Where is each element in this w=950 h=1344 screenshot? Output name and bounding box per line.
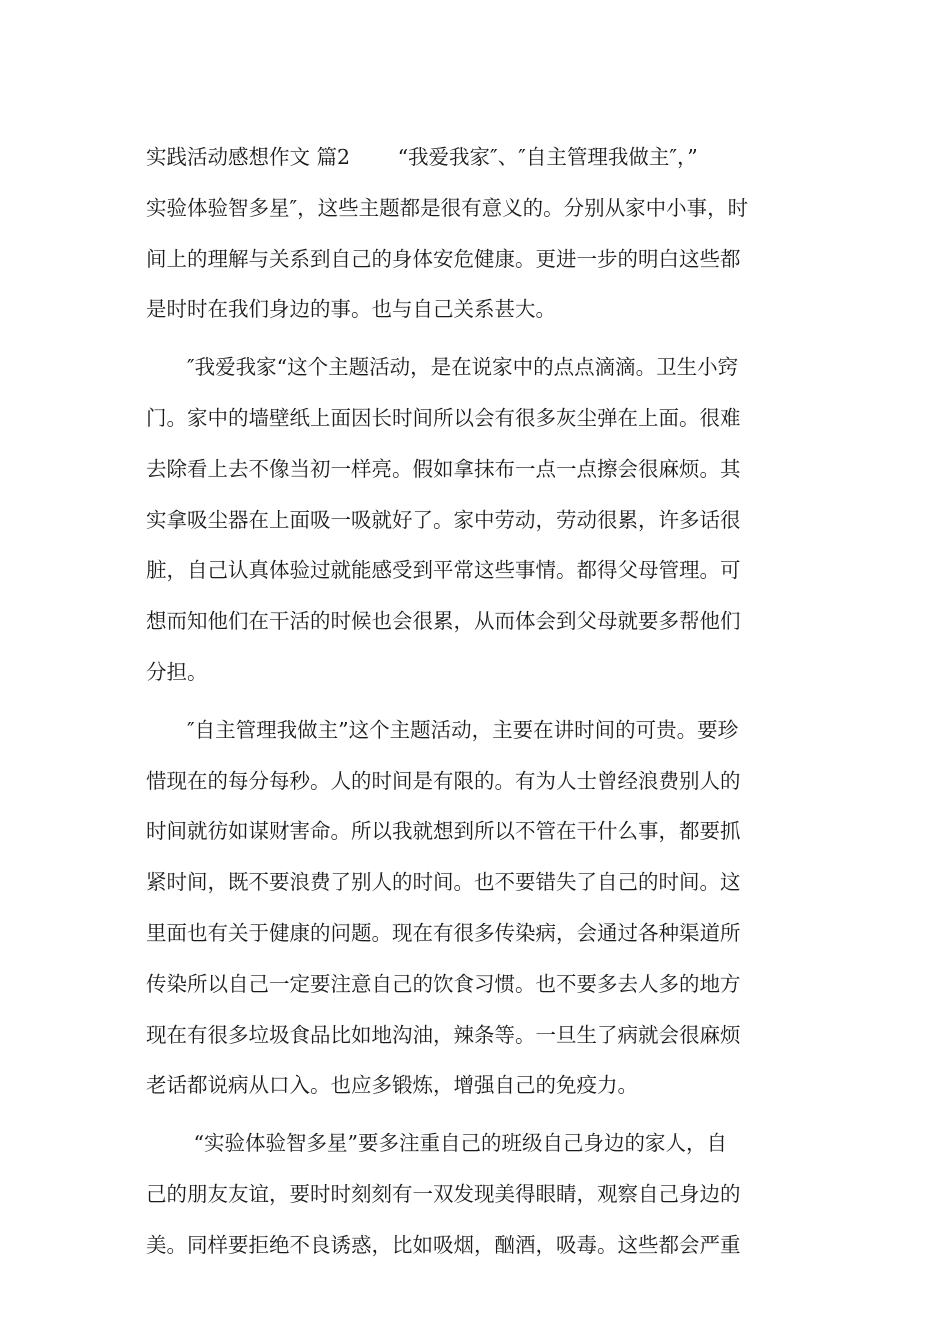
text-line: 去除看上去不像当初一样亮。假如拿抹布一点一点擦会很麻烦。其 xyxy=(146,456,741,481)
text-line: 传染所以自己一定要注意自己的饮食习惯。也不要多去人多的地方 xyxy=(146,971,741,996)
text-line: 老话都说病从口入。也应多锻炼，增强自己的免疫力。 xyxy=(146,1073,638,1098)
text-line: 实拿吸尘器在上面吸一吸就好了。家中劳动，劳动很累，许多话很 xyxy=(146,507,741,532)
text-line: ″我爱我家“这个主题活动，是在说家中的点点滴滴。卫生小窍 xyxy=(146,355,739,380)
text-line: 己的朋友友谊，要时时刻刻有一双发现美得眼睛，观察自己身边的 xyxy=(146,1181,741,1206)
text-line: 想而知他们在干活的时候也会很累，从而体会到父母就要多帮他们 xyxy=(146,609,741,634)
text-line: 实践活动感想作文 篇2 “我爱我家″、″自主管理我做主″，” xyxy=(146,145,698,169)
text-line: 实验体验智多星″，这些主题都是很有意义的。分别从家中小事，时 xyxy=(146,195,749,220)
text-line: 紧时间，既不要浪费了别人的时间。也不要错失了自己的时间。这 xyxy=(146,870,741,895)
text-line: 门。家中的墙壁纸上面因长时间所以会有很多灰尘弹在上面。很难 xyxy=(146,405,741,430)
text-line: “实验体验智多星”要多注重自己的班级自己身边的家人，自 xyxy=(146,1131,727,1156)
text-line: 时间就彷如谋财害命。所以我就想到所以不管在干什么事，都要抓 xyxy=(146,819,741,844)
text-line: 是时时在我们身边的事。也与自己关系甚大。 xyxy=(146,297,556,322)
text-line: 脏，自己认真体验过就能感受到平常这些事情。都得父母管理。可 xyxy=(146,558,741,583)
text-line: 分担。 xyxy=(146,659,208,684)
text-line: 里面也有关于健康的问题。现在有很多传染病，会通过各种渠道所 xyxy=(146,920,741,945)
essay-body xyxy=(146,132,810,1271)
text-line: 美。同样要拒绝不良诱惑，比如吸烟，酗酒，吸毒。这些都会严重 xyxy=(146,1232,741,1257)
text-line: ″自主管理我做主”这个主题活动，主要在讲时间的可贵。要珍 xyxy=(146,717,739,742)
text-line: 现在有很多垃圾食品比如地沟油，辣条等。一旦生了病就会很麻烦 xyxy=(146,1022,741,1047)
text-line: 惜现在的每分每秒。人的时间是有限的。有为人士曾经浪费别人的 xyxy=(146,768,741,793)
text-line: 间上的理解与关系到自己的身体安危健康。更进一步的明白这些都 xyxy=(146,246,741,271)
